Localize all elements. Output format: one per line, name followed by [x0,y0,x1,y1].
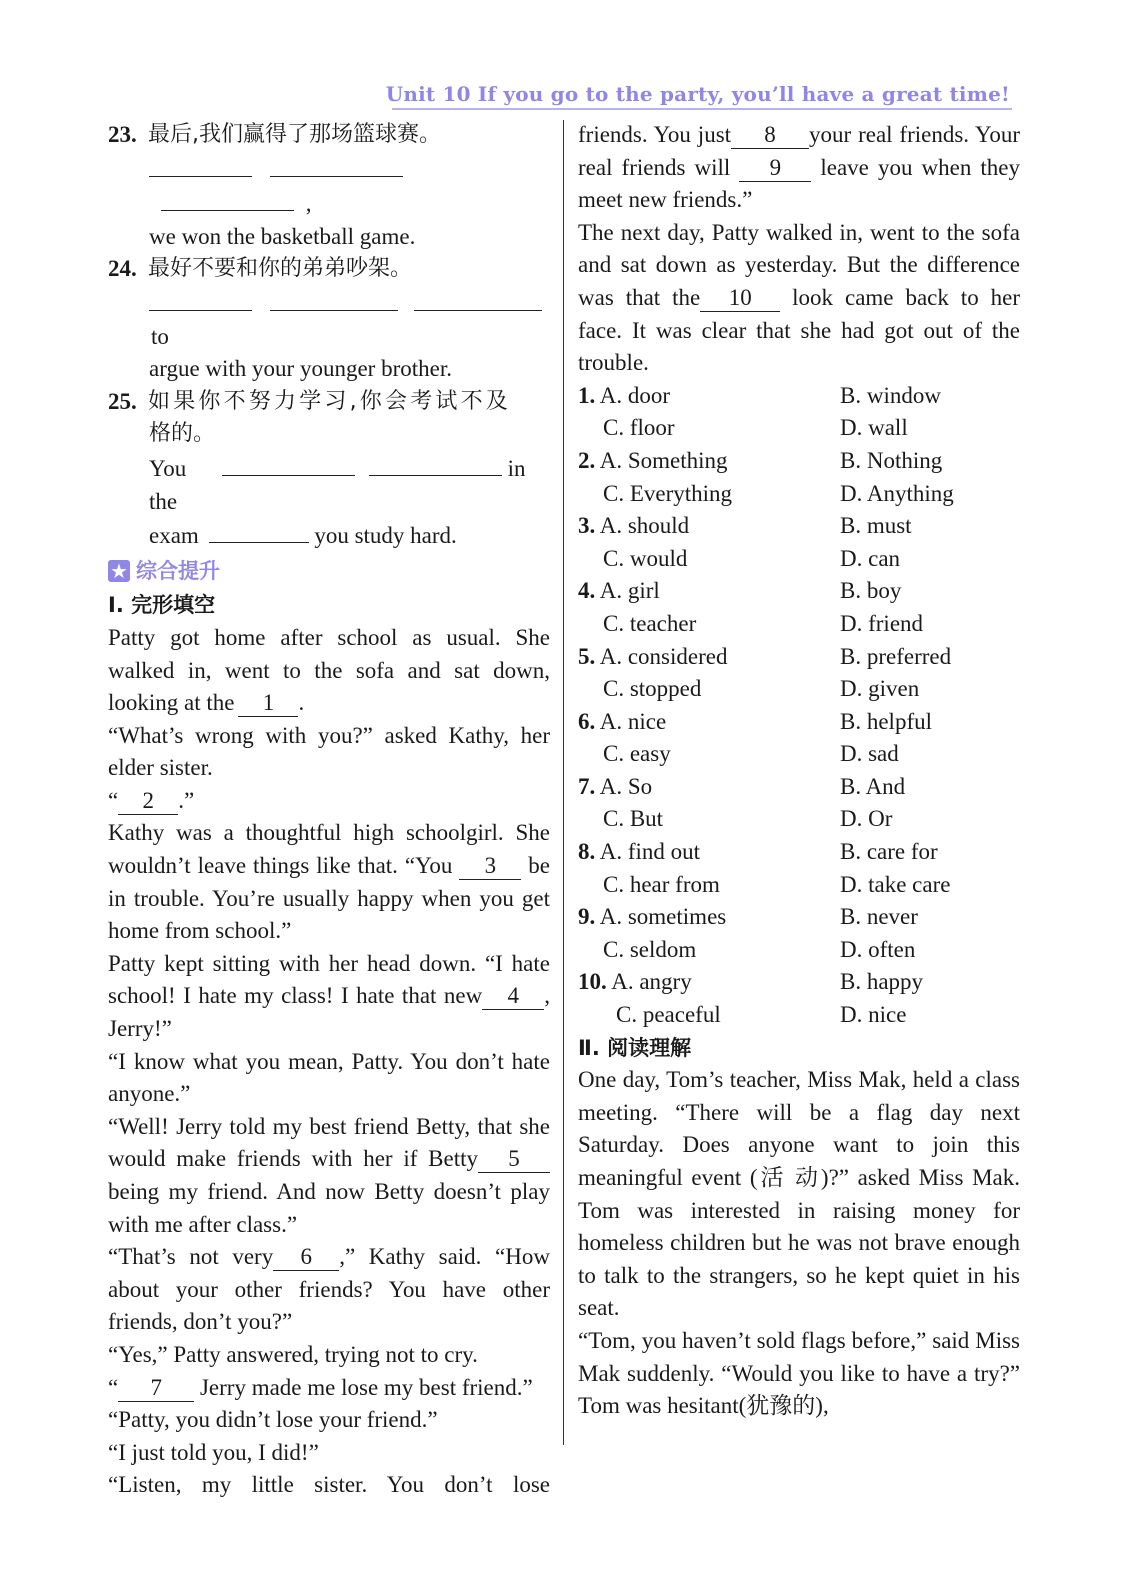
option-row [578,999,1020,1032]
answer-blank[interactable] [149,152,252,177]
reading-paragraph: One day, Tom’s teacher, Miss Mak, held a class meeting. “There will be a flag day next Saturday. Does anyone want to join this meaningful event (活 动)?” asked Miss Mak. Tom was interested in raising money for homeless children but he was not brave enough to talk to the strangers, so he kept quiet in his seat. [578,1067,1020,1321]
section-title-cloze: Ⅰ. 完形填空 [108,593,216,618]
cloze-paragraph: “What’s wrong with you?” asked Kathy, her elder sister. [108,722,550,781]
cloze-paragraph: “Patty, you didn’t lose your friend.” [108,1407,438,1433]
answer-line-23 [108,152,550,221]
answer-blank[interactable] [222,451,355,476]
option-a[interactable]: A. sometimes [599,904,727,930]
option-b[interactable]: B. care for [840,839,938,865]
option-c[interactable]: C. hear from [603,871,720,897]
cloze-paragraph: The next day, Patty walked in, went to the sofa and sat down as yesterday. But the difference was that the 10 look came back to her face. It was clear that she had got out of the trouble. [578,219,1020,376]
answer-blank[interactable] [209,518,309,543]
option-row: 7. A. So B. And [578,771,1020,804]
line-end-text: to [151,323,169,349]
option-a[interactable]: A. So [599,773,653,799]
option-c[interactable]: C. would [603,545,688,571]
answer-line-25 [108,451,550,518]
answer-text: You [149,455,187,481]
cloze-blank: 9 [739,155,811,182]
option-c[interactable]: C. floor [603,415,675,441]
question-23 [108,119,550,152]
cloze-paragraph: Kathy was a thoughtful high schoolgirl. She wouldn’t leave things like that. “You 3 be in trouble. You’re usually happy when you get home from school.” [108,820,551,944]
option-d[interactable]: D. Or [840,806,893,832]
cloze-paragraph: Patty got home after school as usual. She walked in, went to the sofa and sat down, looking at the 1 . [108,624,550,716]
section-badge [108,555,550,588]
option-a[interactable]: A. should [599,513,690,539]
option-b[interactable]: B. window [840,382,941,408]
reading-paragraph: “Tom, you haven’t sold flags before,” said Miss Mak suddenly. “Would you like to have a try?” Tom was hesitant(犹豫的), [578,1327,1020,1419]
question-24 [108,253,550,286]
question-number: 25. [108,388,137,414]
option-row [578,543,1020,576]
option-c[interactable]: C. seldom [603,936,697,962]
option-row [578,934,1020,967]
cloze-blank: 4 [482,983,544,1010]
option-row: 3. A. should B. must [578,510,1020,543]
right-column [578,119,1020,1423]
option-a[interactable]: A. door [599,382,671,408]
answer-text: argue with your younger brother. [149,356,452,382]
option-d[interactable]: D. given [840,676,920,702]
answer-text: you study hard. [314,523,457,549]
cloze-paragraph: “Well! Jerry told my best friend Betty, that she would make friends with her if Betty 5 being my friend. And now Betty doesn’t play with me after class.” [108,1113,550,1237]
answer-blank[interactable] [270,152,403,177]
option-d[interactable]: D. wall [840,415,908,441]
option-b[interactable]: B. must [840,513,912,539]
line-end-text: , [305,191,312,217]
option-a[interactable]: A. find out [599,839,701,865]
option-b[interactable]: B. never [840,904,918,930]
option-d[interactable]: D. friend [840,610,924,636]
question-number: 24. [108,256,137,282]
option-row: 9. A. sometimes B. never [578,901,1020,934]
option-row [578,869,1020,902]
option-row: 10. A. angry B. happy [578,966,1020,999]
option-row [578,478,1020,511]
cloze-paragraph: “I just told you, I did!” [108,1439,319,1465]
question-chinese-cont: 格的。 [149,421,216,447]
option-a[interactable]: A. nice [599,708,667,734]
option-row [578,412,1020,445]
option-row: 4. A. girl B. boy [578,575,1020,608]
answer-blank[interactable] [270,286,398,311]
answer-blank[interactable] [369,451,502,476]
cloze-paragraph: Patty kept sitting with her head down. “I hate school! I hate my class! I hate that new 4 , Jerry!” [108,950,550,1042]
cloze-blank: 7 [118,1375,194,1402]
option-c[interactable]: C. easy [603,741,671,767]
option-row [578,803,1020,836]
answer-text: exam [149,523,199,549]
cloze-blank: 8 [731,122,809,149]
cloze-paragraph: “Listen, my little sister. You don’t lose [108,1472,550,1498]
answer-line-24 [108,286,550,353]
option-d[interactable]: D. often [840,936,916,962]
option-row [578,738,1020,771]
cloze-paragraph: “I know what you mean, Patty. You don’t hate anyone.” [108,1048,550,1107]
option-c[interactable]: C. teacher [603,610,697,636]
option-a[interactable]: A. Something [599,447,728,473]
cloze-blank: 3 [459,853,521,880]
option-d[interactable]: D. can [840,545,901,571]
unit-header: Unit 10 If you go to the party, you’ll have a great time! [385,82,1010,106]
option-d[interactable]: D. sad [840,741,899,767]
option-row: 8. A. find out B. care for [578,836,1020,869]
option-d[interactable]: D. Anything [840,480,954,506]
option-a[interactable]: A. angry [611,969,692,995]
option-row [578,673,1020,706]
star-icon: ★ [108,560,130,582]
option-c[interactable]: C. Everything [603,480,733,506]
option-d[interactable]: D. nice [840,1002,907,1028]
option-a[interactable]: A. considered [599,643,728,669]
question-25 [108,386,550,419]
cloze-paragraph: “ 2 .” [108,787,195,813]
answer-text: in the [149,455,526,514]
cloze-paragraph: friends. You just 8 your real friends. Your real friends will 9 leave you when they meet new friends.” [578,122,1021,213]
cloze-paragraph: “That’s not very 6 ,” Kathy said. “How about your other friends? You have other friends, don’t you?” [108,1244,550,1335]
cloze-blank: 6 [273,1244,339,1271]
option-c[interactable]: C. But [603,806,664,832]
question-number: 23. [108,122,137,147]
column-divider [563,120,564,1445]
option-row: 5. A. considered B. preferred [578,641,1020,674]
option-row: 2. A. Something B. Nothing [578,445,1020,478]
cloze-blank: 2 [118,788,178,815]
option-b[interactable]: B. Nothing [840,447,943,473]
cloze-paragraph: “Yes,” Patty answered, trying not to cry. [108,1341,478,1367]
option-b[interactable]: B. happy [840,969,924,995]
question-chinese: 最好不要和你的弟弟吵架。 [148,256,413,282]
cloze-blank: 10 [700,285,780,312]
badge-label: 综合提升 [136,558,220,583]
option-b[interactable]: B. And [840,773,906,799]
question-chinese: 最后,我们赢得了那场篮球赛。 [148,122,441,147]
answer-blank[interactable] [149,286,252,311]
cloze-blank: 5 [478,1146,550,1173]
answer-blank[interactable] [414,286,542,311]
cloze-paragraph: “ 7 Jerry made me lose my best friend.” [108,1374,533,1400]
option-d[interactable]: D. take care [840,871,951,897]
options-list [578,380,1020,1032]
option-b[interactable]: B. boy [840,578,902,604]
option-c[interactable]: C. peaceful [616,1002,721,1028]
answer-line-25b [108,518,550,553]
option-b[interactable]: B. preferred [840,643,952,669]
option-row [578,608,1020,641]
question-chinese: 如果你不努力学习,你会考试不及 [148,388,511,414]
option-row: 6. A. nice B. helpful [578,706,1020,739]
option-a[interactable]: A. girl [599,578,660,604]
answer-blank[interactable] [161,186,294,211]
cloze-blank: 1 [238,690,298,717]
option-c[interactable]: C. stopped [603,676,702,702]
answer-text: we won the basketball game. [149,223,416,249]
left-column [108,119,550,1502]
header-rule [392,108,1012,110]
option-row: 1. A. door B. window [578,380,1020,413]
option-b[interactable]: B. helpful [840,708,932,734]
section-title-reading: Ⅱ. 阅读理解 [578,1035,692,1060]
